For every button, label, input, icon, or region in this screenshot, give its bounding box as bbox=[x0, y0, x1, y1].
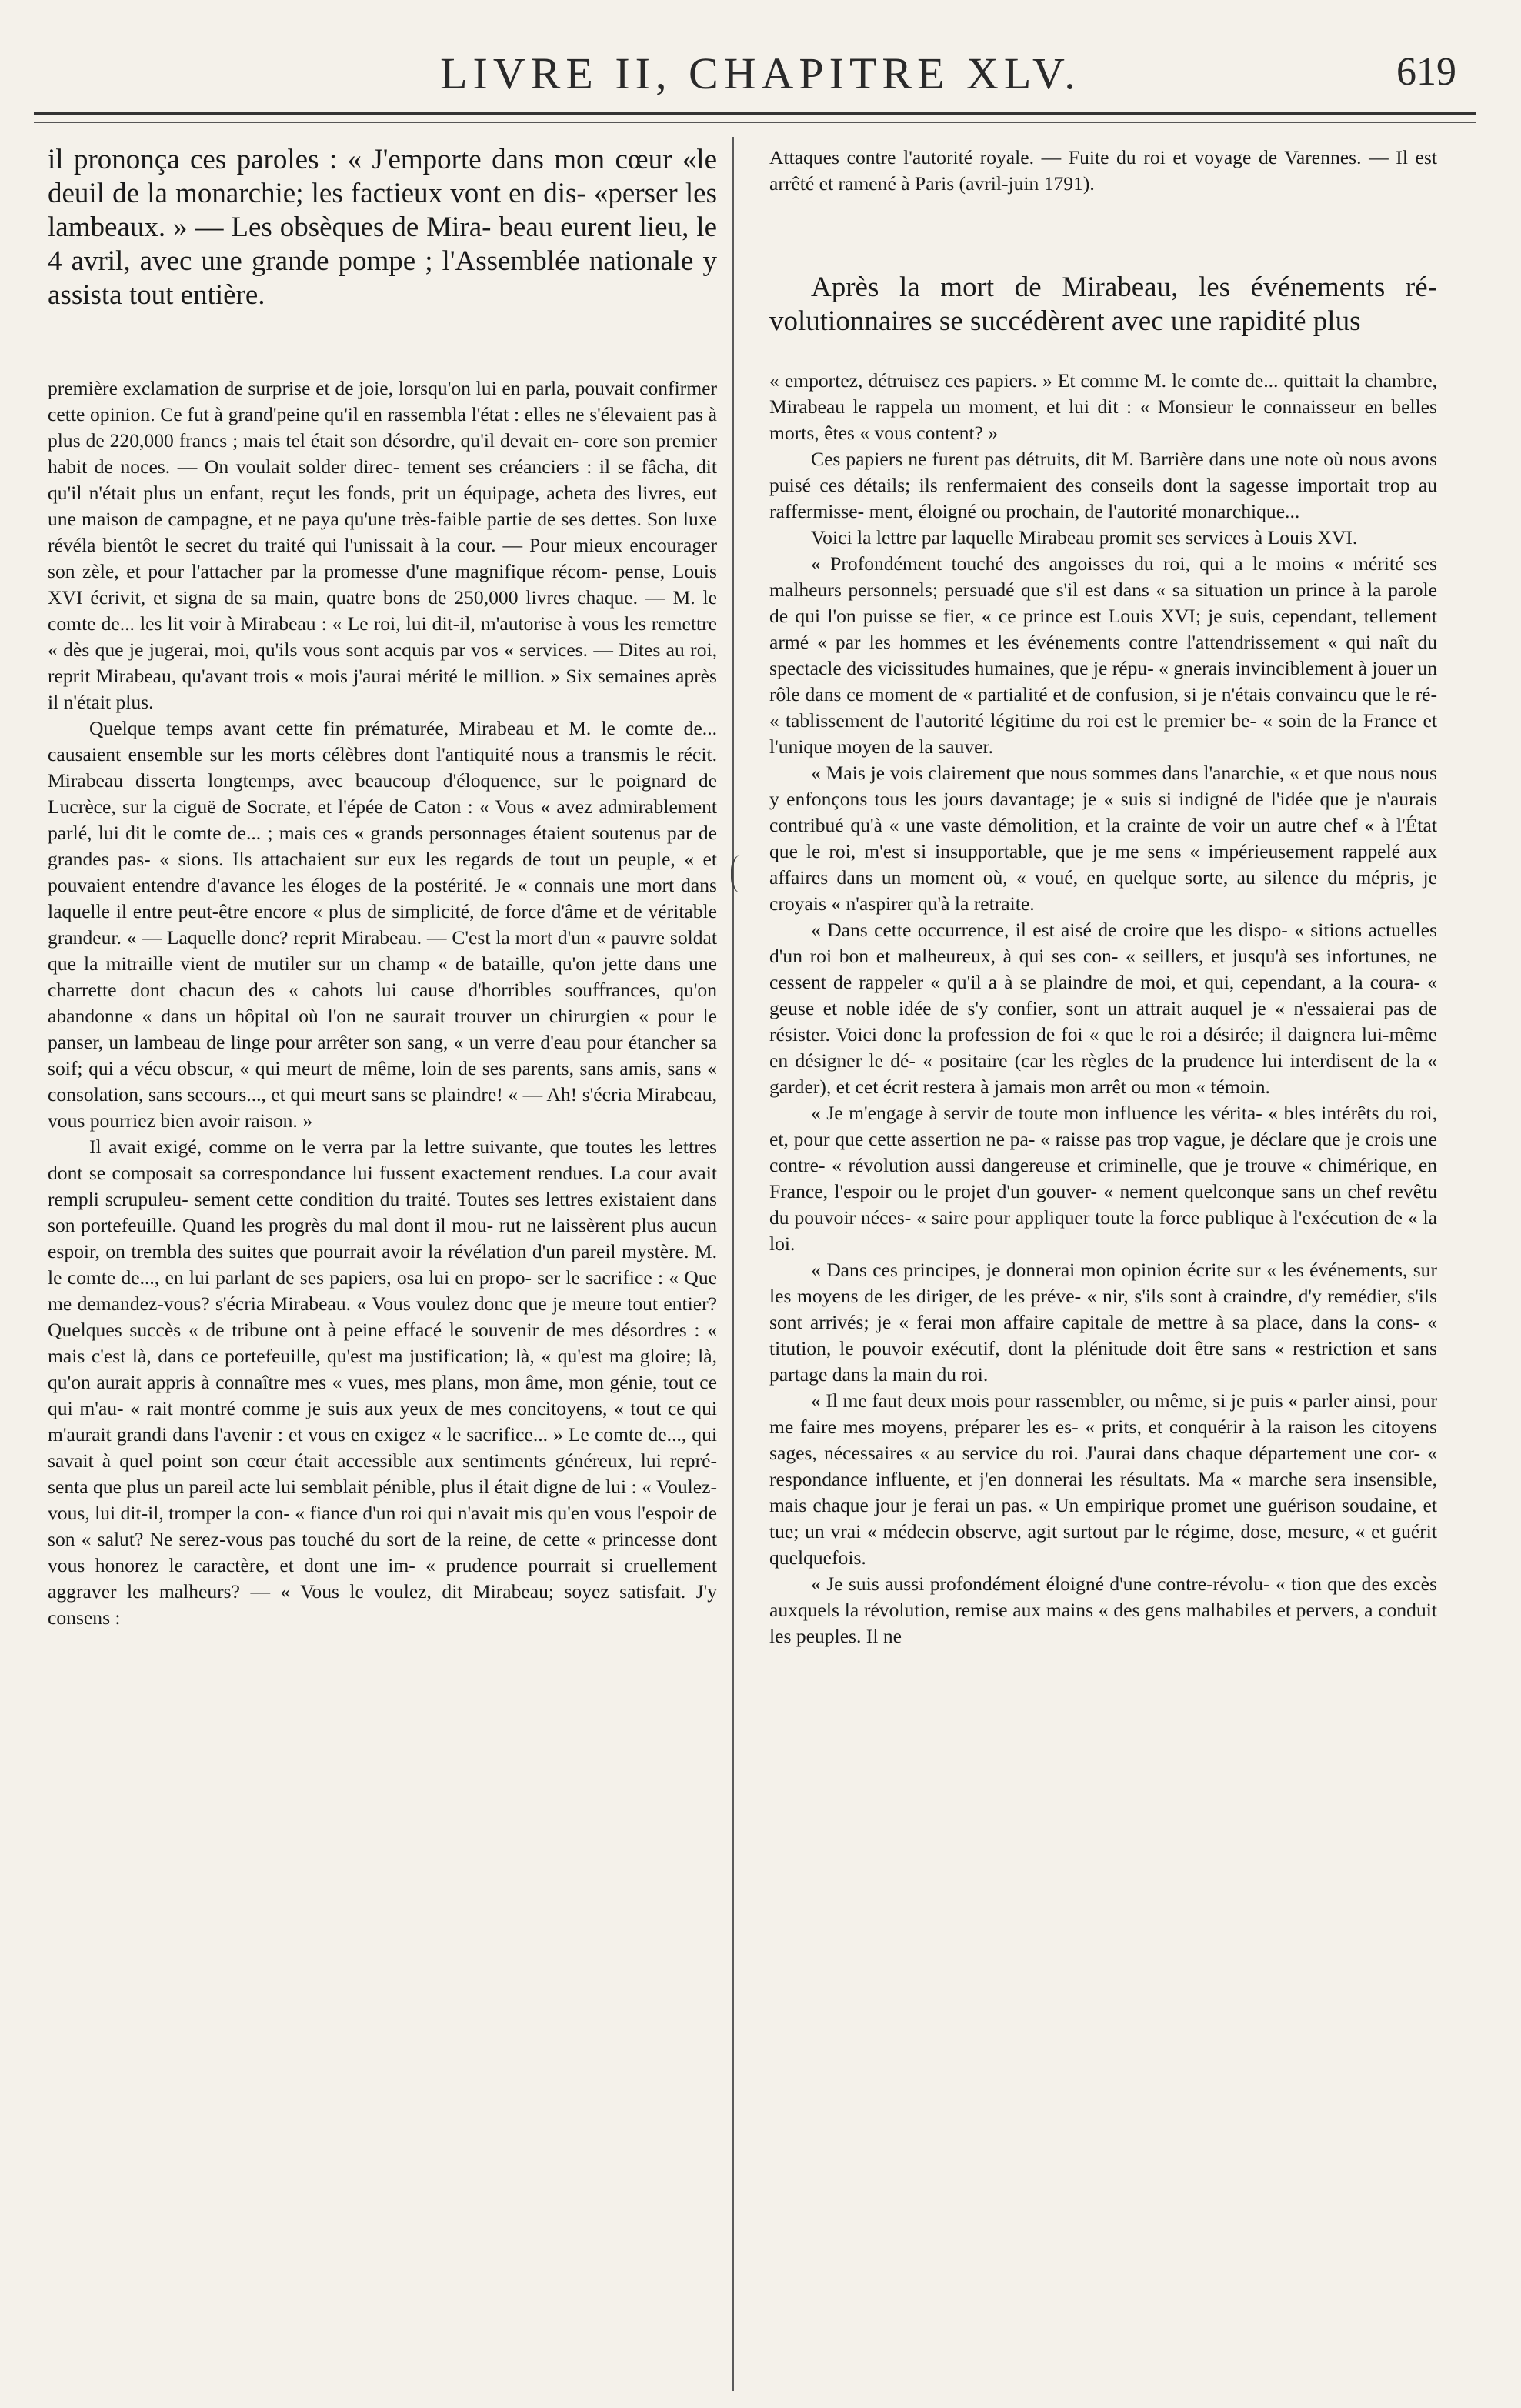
page-number: 619 bbox=[1396, 50, 1456, 94]
right-column bbox=[769, 368, 1437, 1649]
left-lead: il prononça ces paroles : « J'emporte dans mon cœur «le deuil de la monarchie; les factieux vont en dis- «perser les lambeaux. » — Les obsèques de Mira- beau eurent lieu, le 4 avril, avec une grande pompe ; l'Assemblée nationale y assista tout entière. bbox=[48, 144, 717, 311]
header-rule bbox=[34, 112, 1476, 123]
right-paragraph-5: « Mais je vois clairement que nous sommes dans l'anarchie, « et que nous nous y enfonçons tous les jours davantage; je « suis si indigné de l'idée que je n'aurais contribué qu'à « une vaste démolition, et la crainte de voir un autre chef « à l'État que le roi, m'est si insupportable, que je me sens « impérieusement rappelé aux affaires dans un moment où, « voué, en quelque sorte, au silence du mépris, je croyais « n'aspirer qu'à la retraite. bbox=[769, 762, 1437, 915]
right-summary-block bbox=[769, 145, 1437, 197]
right-paragraph-3: Voici la lettre par laquelle Mirabeau promit ses services à Louis XVI. bbox=[811, 526, 1358, 549]
page-header bbox=[0, 48, 1521, 109]
right-paragraph-8: « Dans ces principes, je donnerai mon opinion écrite sur « les événements, sur les moyens de les diriger, de les préve- « nir, s'ils sont à craindre, d'y remédier, s'ils sont arrivés; je « ferai mon affaire capitale de mettre à sa place, dans la cons- « titution, le pouvoir exécutif, dont la plénitude doit être sans « restriction et sans partage dans la main du roi. bbox=[769, 1259, 1437, 1386]
right-paragraph-4: « Profondément touché des angoisses du roi, qui a le moins « mérité ses malheurs personnels; persuadé que s'il est dans « sa situation un prince à la parole de qui l'on puisse se fier, « ce prince est Louis XVI; je suis, cependant, tellement armé « par les hommes et les événements contre l'attendrissement « qui naît du spectacle des vicissitudes humaines, que je répu- « gnerais invinciblement à jouer un rôle dans ce moment de « partialité et de confusion, si je n'étais convaincu que le ré- « tablissement de l'autorité légitime du roi est le premier be- « soin de la France et l'unique moyen de la sauver. bbox=[769, 552, 1437, 758]
left-paragraph-3: Il avait exigé, comme on le verra par la lettre suivante, que toutes les lettres dont se composait sa correspondance lui fussent exactement rendues. La cour avait rempli scrupuleu- sement cette condition du traité. Toutes ses lettres existaient dans son portefeuille. Quand les progrès du mal dont il mou- rut ne laissèrent plus aucun espoir, on trembla des suites que pourrait avoir la révélation d'un pareil mystère. M. le comte de..., en lui parlant de ses papiers, osa lui en propo- ser le sacrifice : « Que me demandez-vous? s'écria Mirabeau. « Vous voulez donc que je meure tout entier? Quelques succès « de tribune ont à peine effacé le souvenir de mes désordres : « mais c'est là, dans ce portefeuille, qu'est ma justification; là, « qu'est ma gloire; là, qu'on aurait appris à connaître mes « vues, mes plans, mon âme, mon génie, tout ce qui m'au- « rait montré comme je suis aux yeux de mes concitoyens, « tout ce qui m'aurait grandi dans l'avenir : et vous en exigez « le sacrifice... » Le comte de..., qui savait à quel point son cœur était accessible aux sentiments généreux, lui repré- senta que plus un pareil acte lui semblait pénible, plus il était digne de lui : « Voulez-vous, lui dit-il, tromper la con- « fiance d'un roi qui n'avait mis qu'en vous l'espoir de son « salut? Ne serez-vous pas touché du sort de la reine, de cette « princesse dont vous honorez le caractère, et dont une im- « prudence pourrait si cruellement aggraver les malheurs? — « Vous le voulez, dit Mirabeau; soyez satisfait. J'y consens : bbox=[48, 1136, 717, 1629]
column-divider bbox=[732, 137, 734, 2391]
left-lead-text bbox=[48, 143, 717, 312]
right-paragraph-6: « Dans cette occurrence, il est aisé de croire que les dispo- « sitions actuelles d'un roi bon et malheureux, à qui ses con- « seillers, et jusqu'à ses infortunes, ne cessent de rappeler « qu'il a à se plaindre de moi, et qui, cependant, a la coura- « geuse et noble idée de s'y confier, sont un attrait auquel je « n'essaierai pas de résister. Voici donc la profession de foi « que le roi a désirée; il daignera lui-même en désigner le dé- « positaire (car les règles de la prudence lui interdisent de la « garder), et cet écrit restera à jamais mon arrêt ou mon « témoin. bbox=[769, 919, 1437, 1098]
gutter-mark bbox=[731, 855, 753, 892]
right-paragraph-9: « Il me faut deux mois pour rassembler, ou même, si je puis « parler ainsi, pour me faire mes moyens, préparer les es- « prits, et conquérir à la raison les citoyens sages, nécessaires « au service du roi. J'aurai dans chaque département une cor- « respondance influente, et j'en donnerai les résultats. Ma « marche sera insensible, mais chaque jour je ferai un pas. « Un empirique promet une guérison soudaine, et tue; un vrai « médecin observe, agit surtout par le régime, dose, mesure, « et guérit quelquefois. bbox=[769, 1389, 1437, 1569]
chapter-summary: Attaques contre l'autorité royale. — Fuite du roi et voyage de Varennes. — Il est arrêté et ramené à Paris (avril-juin 1791). bbox=[769, 146, 1437, 195]
right-lead-text bbox=[769, 271, 1437, 339]
left-column bbox=[48, 375, 717, 1631]
running-title: LIVRE II, CHAPITRE XLV. bbox=[440, 48, 1081, 98]
left-paragraph-1: première exclamation de surprise et de joie, lorsqu'on lui en parla, pouvait confirmer cette opinion. Ce fut à grand'peine qu'il en rassembla l'état : elles ne s'élevaient pas à plus de 220,000 francs ; mais tel était son désordre, qu'il devait en- core son premier habit de noces. — On voulait solder direc- tement ses créanciers : il se fâcha, dit qu'il n'était plus un enfant, reçut les fonds, prit un équipage, acheta des livres, eut une maison de campagne, et ne paya qu'une très-faible partie de ses dettes. Son luxe révéla bientôt le secret du traité qui l'unissait à la cour. — Pour mieux encourager son zèle, et pour l'attacher par la promesse d'une magnifique récom- pense, Louis XVI écrivit, et signa de sa main, quatre bons de 250,000 livres chaque. — M. le comte de... les lit voir à Mirabeau : « Le roi, lui dit-il, m'autorise à vous les remettre « dès que je jugerai, moi, qu'ils vous sont acquis par vos « services. — Dites au roi, reprit Mirabeau, qu'avant trois « mois j'aurai mérité le million. » Six semaines après il n'était plus. bbox=[48, 377, 717, 713]
left-paragraph-2: Quelque temps avant cette fin prématurée, Mirabeau et M. le comte de... causaient ensemble sur les morts célèbres dont l'antiquité nous a transmis le récit. Mirabeau disserta longtemps, avec beaucoup d'éloquence, sur le poignard de Lucrèce, sur la ciguë de Socrate, et l'épée de Caton : « Vous « avez admirablement parlé, lui dit le comte de... ; mais ces « grands personnages étaient soutenus par de grandes pas- « sions. Ils attachaient sur eux les regards de tout un peuple, « et pouvaient entendre d'avance les éloges de la postérité. Je « connais une mort dans laquelle il entre peut-être encore « plus de simplicité, de force d'âme et de véritable grandeur. « — Laquelle donc? reprit Mirabeau. — C'est la mort d'un « pauvre soldat que la mitraille vient de mutiler sur un champ « de bataille, qu'on jette dans une charrette dont chacun des « cahots lui cause d'horribles souffrances, qu'on abandonne « dans un hôpital où l'on ne saurait trouver un chirurgien « pour le panser, un lambeau de linge pour arrêter son sang, « un verre d'eau pour étancher sa soif; qui a vécu obscur, « qui meurt de même, loin de ses parents, sans amis, sans « consolation, sans secours..., et qui meurt sans se plaindre! « — Ah! s'écria Mirabeau, vous pourriez bien avoir raison. » bbox=[48, 717, 717, 1132]
right-paragraph-1: « emportez, détruisez ces papiers. » Et comme M. le comte de... quittait la chambre, Mirabeau le rappela un moment, et lui dit : « Monsieur le connaisseur en belles morts, êtes « vous content? » bbox=[769, 369, 1437, 444]
right-lead: Après la mort de Mirabeau, les événements ré- volutionnaires se succédèrent avec une rapidité plus bbox=[769, 272, 1437, 337]
right-paragraph-10: « Je suis aussi profondément éloigné d'une contre-révolu- « tion que des excès auxquels la révolution, remise aux mains « des gens malhabiles et pervers, a conduit les peuples. Il ne bbox=[769, 1573, 1437, 1647]
right-paragraph-7: « Je m'engage à servir de toute mon influence les vérita- « bles intérêts du roi, et, pour que cette assertion ne pa- « raisse pas trop vague, je déclare que je crois une contre- « révolution aussi dangereuse et criminelle, que je trouve « chimérique, en France, l'espoir ou le projet d'un gouver- « nement quelconque sans un chef revêtu du pouvoir néces- « saire pour appliquer toute la force publique à l'exécution de « la loi. bbox=[769, 1102, 1437, 1255]
right-paragraph-2: Ces papiers ne furent pas détruits, dit M. Barrière dans une note où nous avons puisé ces détails; ils renfermaient des conseils dont la sagesse importait trop au raffermisse- ment, éloigné ou prochain, de l'autorité monarchique... bbox=[769, 448, 1437, 522]
